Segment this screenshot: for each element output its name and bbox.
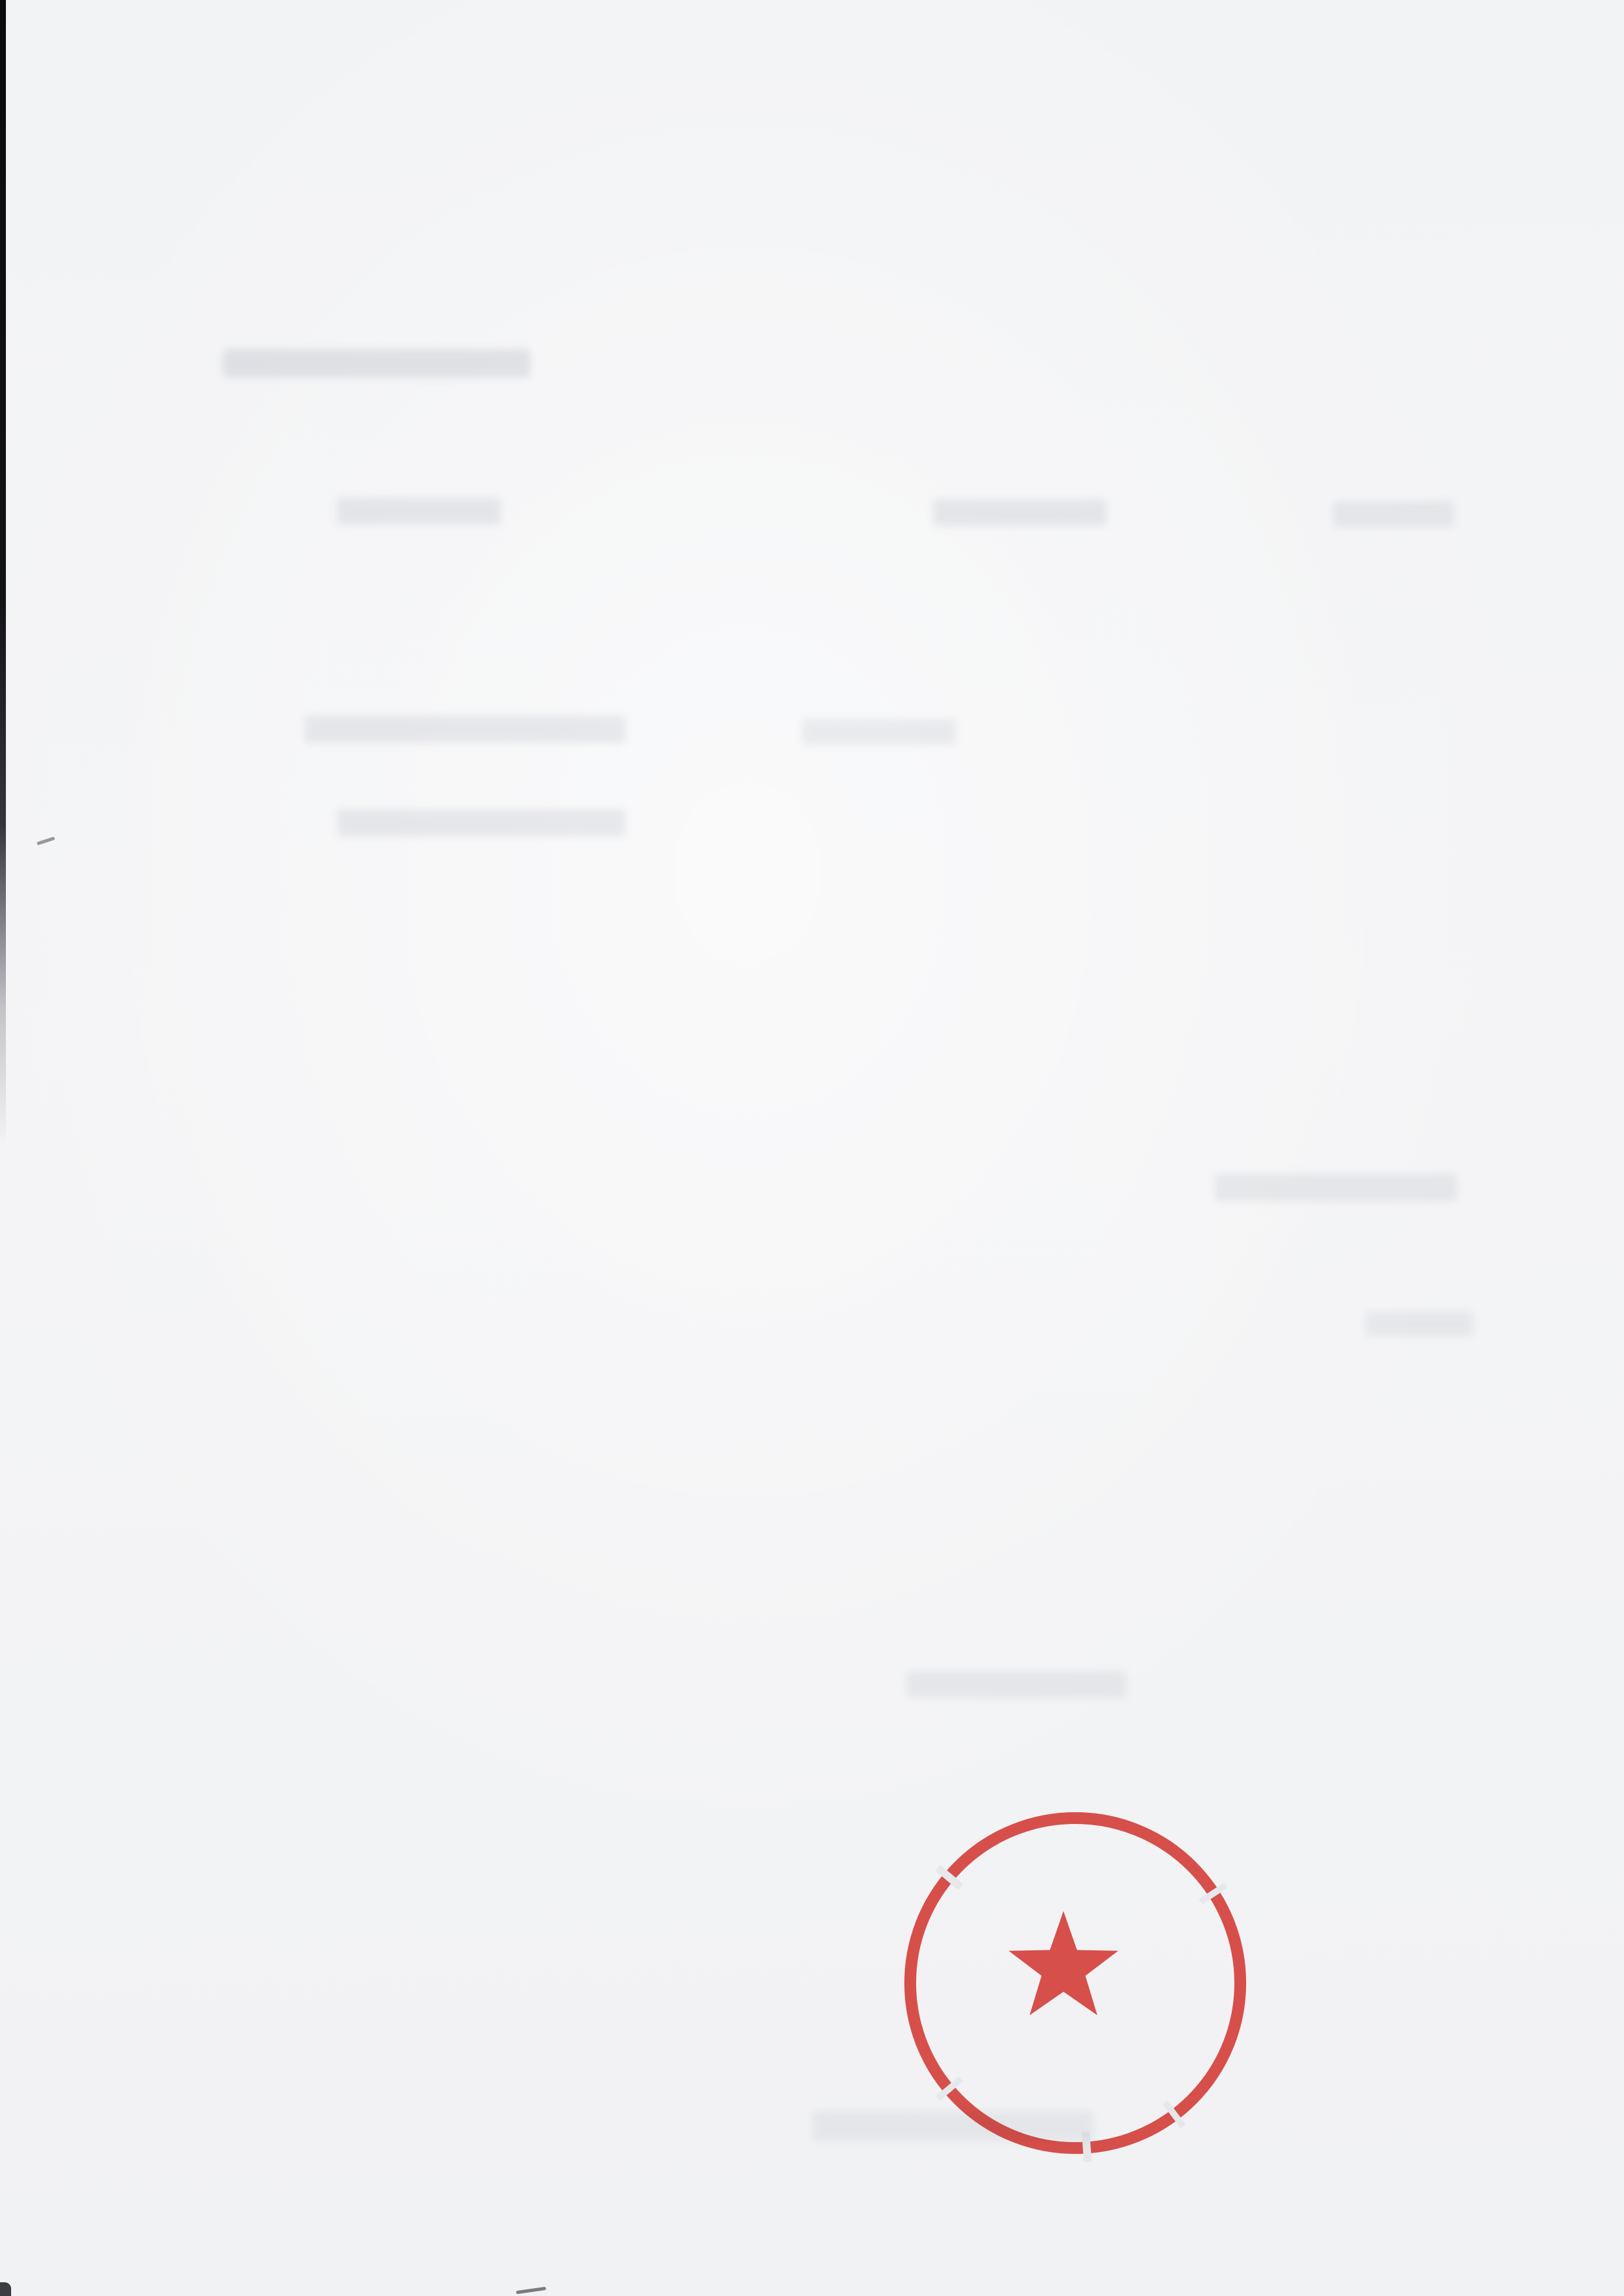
official-seal	[892, 1800, 1259, 2166]
seal-star	[1008, 1911, 1118, 2015]
salutation	[259, 435, 1403, 499]
